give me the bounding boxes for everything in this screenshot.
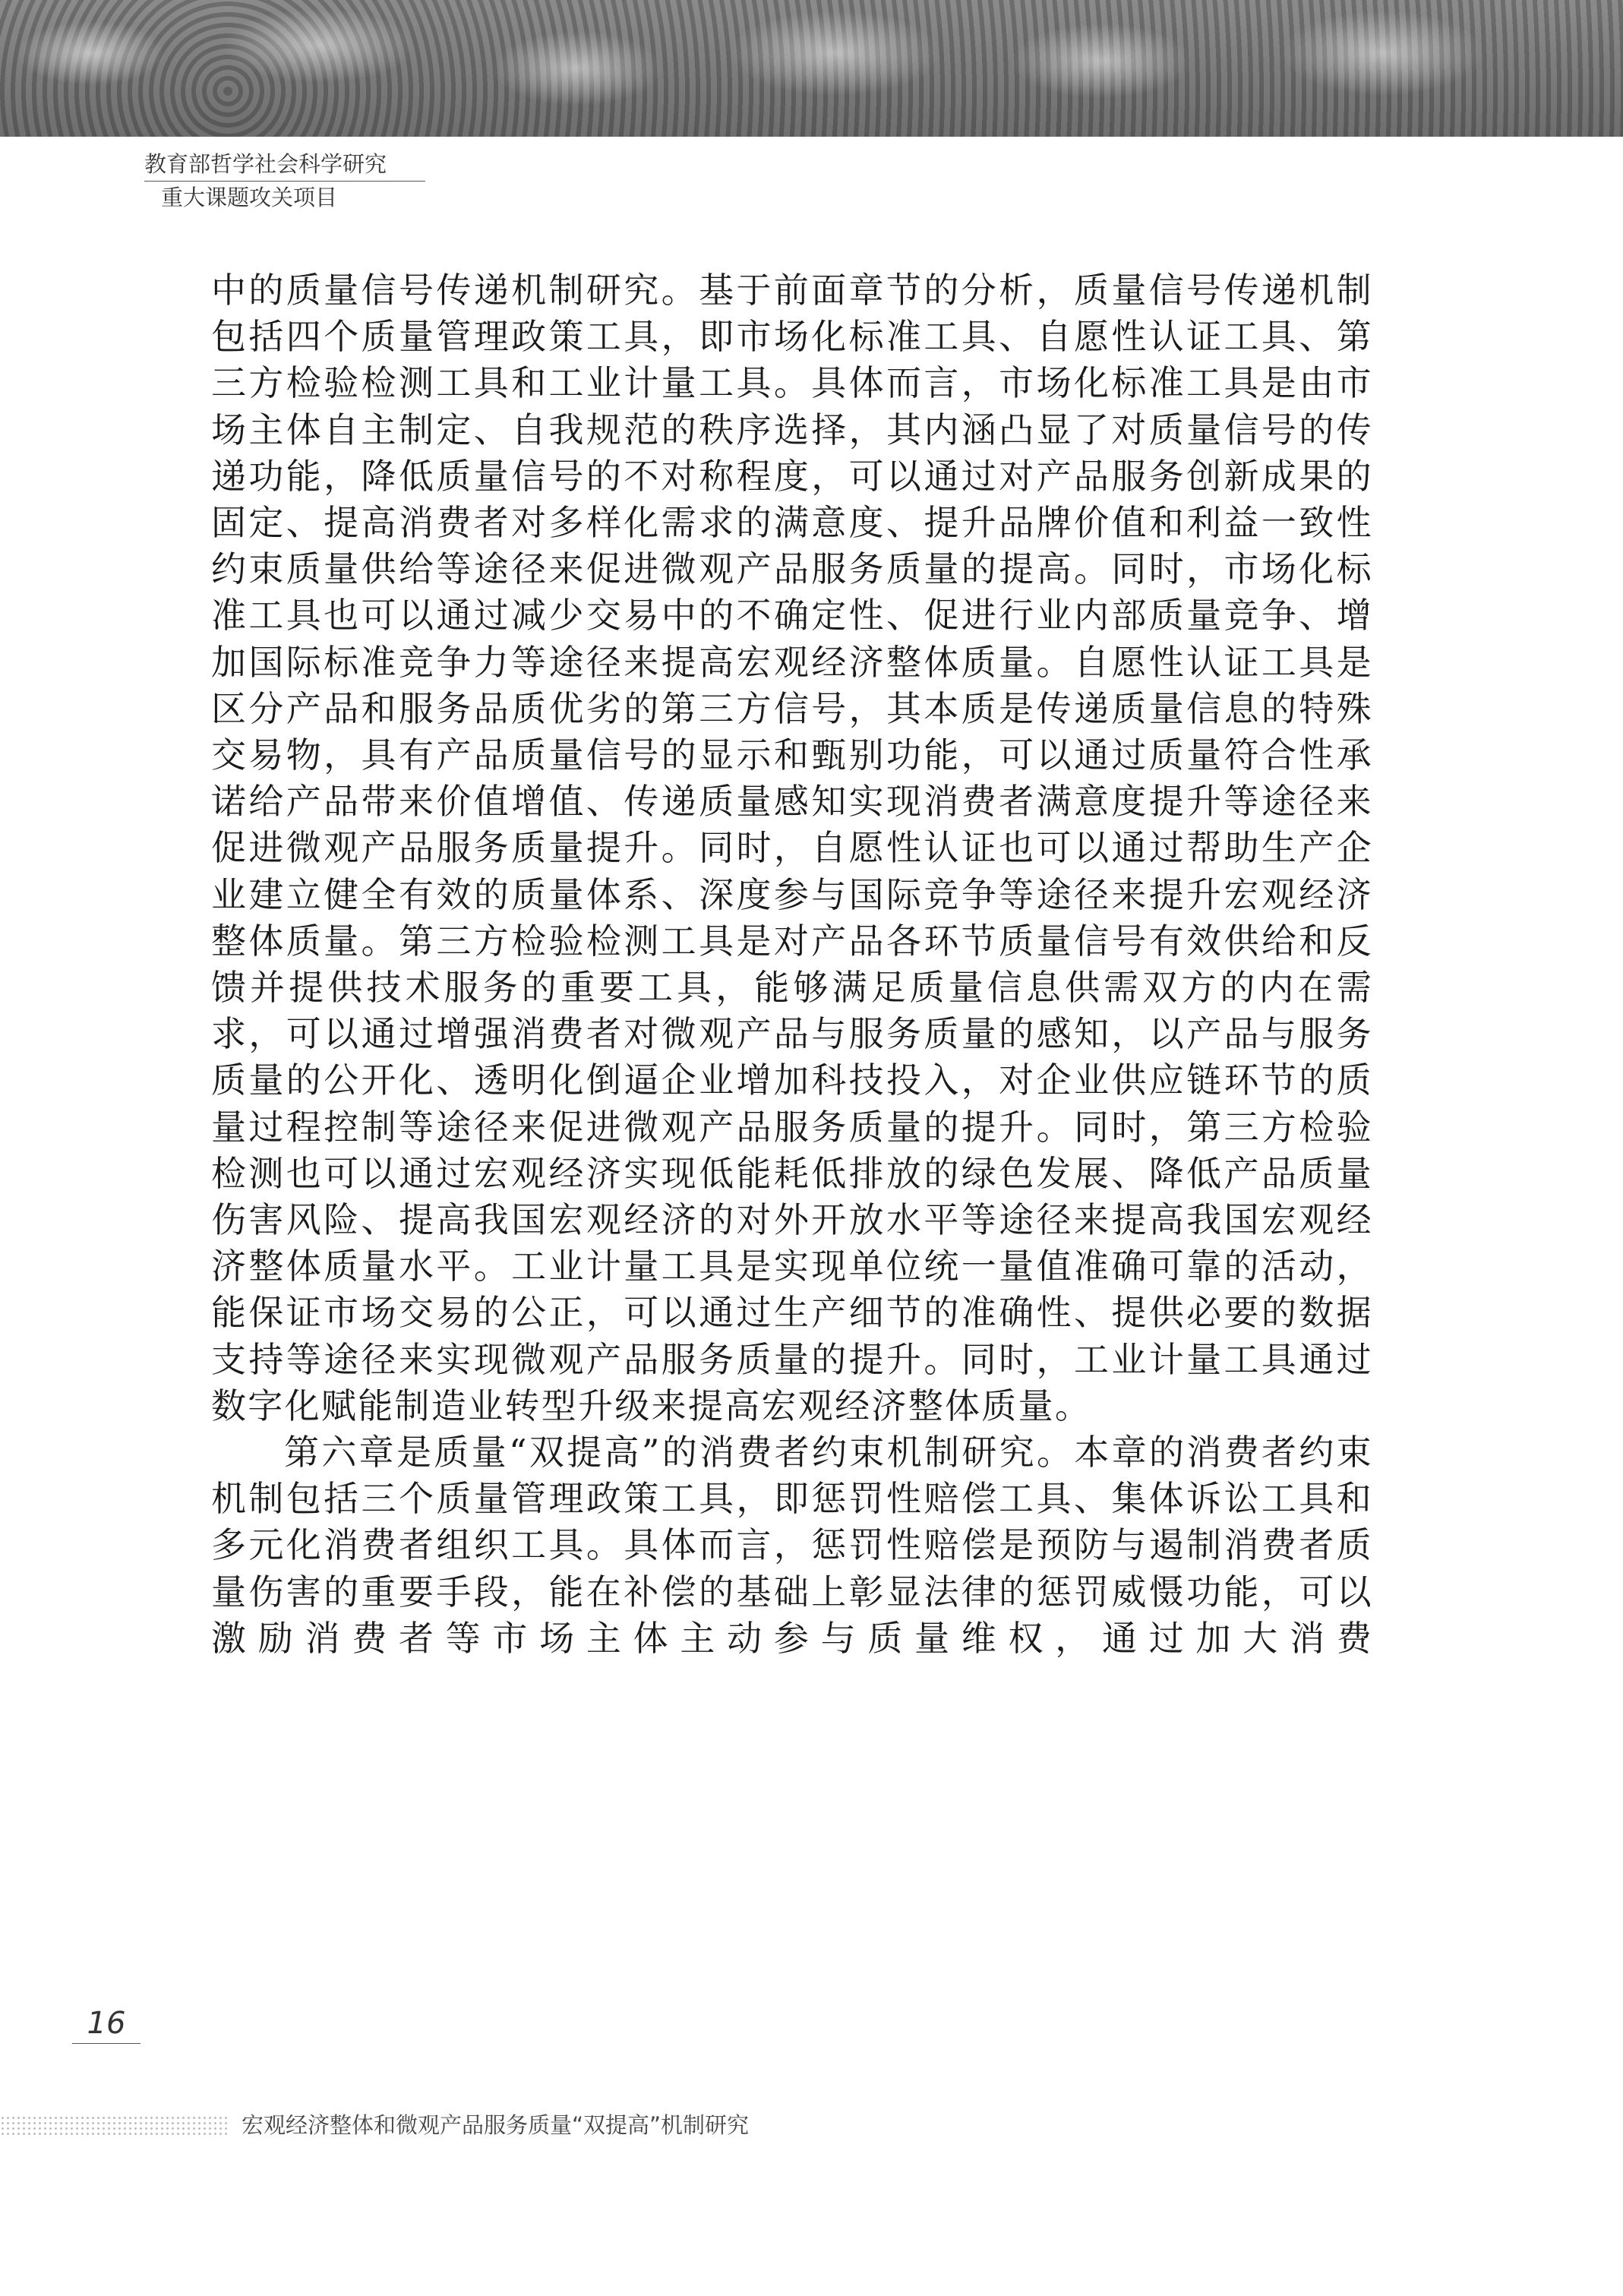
body-text — [211, 267, 1373, 1662]
running-header — [144, 149, 425, 213]
header-series-subtitle: 重大课题攻关项目 — [161, 185, 338, 210]
body-paragraph-2: 第六章是质量“双提高”的消费者约束机制研究。本章的消费者约束机制包括三个质量管理政策工具，即惩罚性赔偿工具、集体诉讼工具和多元化消费者组织工具。具体而言，惩罚性赔偿是预防与遏制消费者质量伤害的重要手段，能在补偿的基础上彰显法律的惩罚威慑功能，可以激励消费者等市场主体主动参与质量维权，通过加大消费 — [211, 1432, 1373, 1659]
header-series-title: 教育部哲学社会科学研究 — [144, 149, 425, 182]
body-paragraph-1: 中的质量信号传递机制研究。基于前面章节的分析，质量信号传递机制包括四个质量管理政策工具，即市场化标准工具、自愿性认证工具、第三方检验检测工具和工业计量工具。具体而言，市场化标准工具是由市场主体自主制定、自我规范的秩序选择，其内涵凸显了对质量信号的传递功能，降低质量信号的不对称程度，可以通过对产品服务创新成果的固定、提高消费者对多样化需求的满意度、提升品牌价值和利益一致性约束质量供给等途径来促进微观产品服务质量的提高。同时，市场化标准工具也可以通过减少交易中的不确定性、促进行业内部质量竞争、增加国际标准竞争力等途径来提高宏观经济整体质量。自愿性认证工具是区分产品和服务品质优劣的第三方信号，其本质是传递质量信息的特殊交易物，具有产品质量信号的显示和甄别功能，可以通过质量符合性承诺给产品带来价值增值、传递质量感知实现消费者满意度提升等途径来促进微观产品服务质量提升。同时，自愿性认证也可以通过帮助生产企业建立健全有效的质量体系、深度参与国际竞争等途径来提升宏观经济整体质量。第三方检验检测工具是对产品各环节质量信号有效供给和反馈并提供技术服务的重要工具，能够满足质量信息供需双方的内在需求，可以通过增强消费者对微观产品与服务质量的感知，以产品与服务质量的公开化、透明化倒逼企业增加科技投入，对企业供应链环节的质量过程控制等途径来促进微观产品服务质量的提升。同时，第三方检验检测也可以通过宏观经济实现低能耗低排放的绿色发展、降低产品质量伤害风险、提高我国宏观经济的对外开放水平等途径来提高我国宏观经济整体质量水平。工业计量工具是实现单位统一量值准确可靠的活动，能保证市场交易的公正，可以通过生产细节的准确性、提供必要的数据支持等途径来实现微观产品服务质量的提升。同时，工业计量工具通过数字化赋能制造业转型升级来提高宏观经济整体质量。 — [211, 270, 1373, 1426]
footer-dot-pattern — [0, 2115, 228, 2135]
decorative-cloud-banner — [0, 0, 1623, 137]
footer-book-title: 宏观经济整体和微观产品服务质量“双提高”机制研究 — [242, 2112, 750, 2138]
page-number: 16 — [72, 2004, 141, 2044]
